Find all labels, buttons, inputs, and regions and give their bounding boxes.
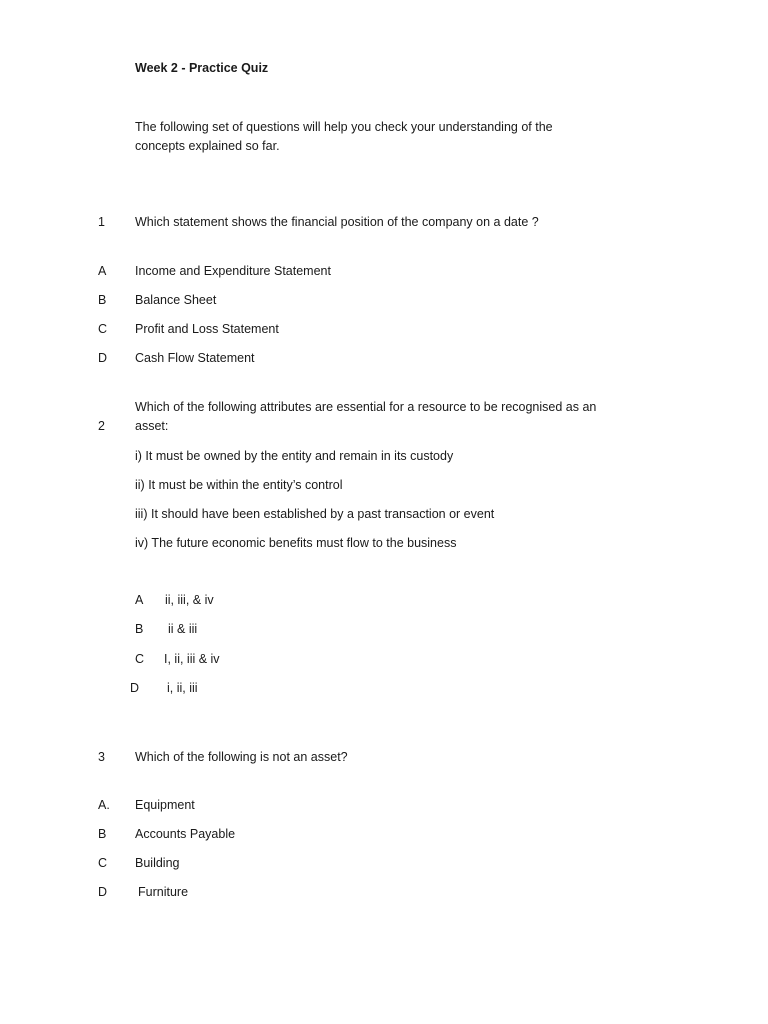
q2-option-b-letter: B bbox=[135, 622, 144, 636]
q2-statement-iv: iv) The future economic benefits must flow to the business bbox=[135, 536, 457, 550]
question-3-number: 3 bbox=[98, 750, 105, 764]
q1-option-a-letter: A bbox=[98, 264, 107, 278]
q1-option-c-text: Profit and Loss Statement bbox=[135, 322, 279, 336]
q2-option-d-text: i, ii, iii bbox=[167, 681, 198, 695]
q2-option-a-text: ii, iii, & iv bbox=[165, 593, 214, 607]
intro-paragraph: The following set of questions will help you check your understanding of the concepts explained so far. bbox=[135, 120, 553, 153]
question-2-number: 2 bbox=[98, 419, 105, 433]
q2-option-c-letter: C bbox=[135, 652, 145, 666]
q3-option-b-letter: B bbox=[98, 827, 107, 841]
question-2-text: Which of the following attributes are essential for a resource to be recognised as an asset: bbox=[135, 400, 597, 433]
q2-option-b-text: ii & iii bbox=[168, 622, 198, 636]
q1-option-c-letter: C bbox=[98, 322, 108, 336]
q1-option-b-letter: B bbox=[98, 293, 107, 307]
q2-option-c-text: I, ii, iii & iv bbox=[164, 652, 220, 666]
q1-option-d-text: Cash Flow Statement bbox=[135, 351, 255, 365]
q3-option-a-letter: A. bbox=[98, 798, 110, 812]
question-1-text: Which statement shows the financial position of the company on a date ? bbox=[135, 215, 539, 229]
q1-option-a-text: Income and Expenditure Statement bbox=[135, 264, 331, 278]
q3-option-d-letter: D bbox=[98, 885, 108, 899]
question-3-text: Which of the following is not an asset? bbox=[135, 750, 348, 764]
q2-option-a-letter: A bbox=[135, 593, 144, 607]
q3-option-d-text: Furniture bbox=[138, 885, 189, 899]
q2-statement-ii: ii) It must be within the entity’s control bbox=[135, 478, 343, 492]
question-1-number: 1 bbox=[98, 215, 105, 229]
q2-option-d-letter: D bbox=[130, 681, 140, 695]
q2-statement-i: i) It must be owned by the entity and remain in its custody bbox=[135, 449, 454, 463]
q3-option-c-letter: C bbox=[98, 856, 108, 870]
q3-option-c-text: Building bbox=[135, 856, 180, 870]
q1-option-b-text: Balance Sheet bbox=[135, 293, 217, 307]
q3-option-b-text: Accounts Payable bbox=[135, 827, 236, 841]
document-title: Week 2 - Practice Quiz bbox=[135, 61, 269, 75]
q1-option-d-letter: D bbox=[98, 351, 108, 365]
q2-statement-iii: iii) It should have been established by a past transaction or event bbox=[135, 507, 495, 521]
q3-option-a-text: Equipment bbox=[135, 798, 195, 812]
